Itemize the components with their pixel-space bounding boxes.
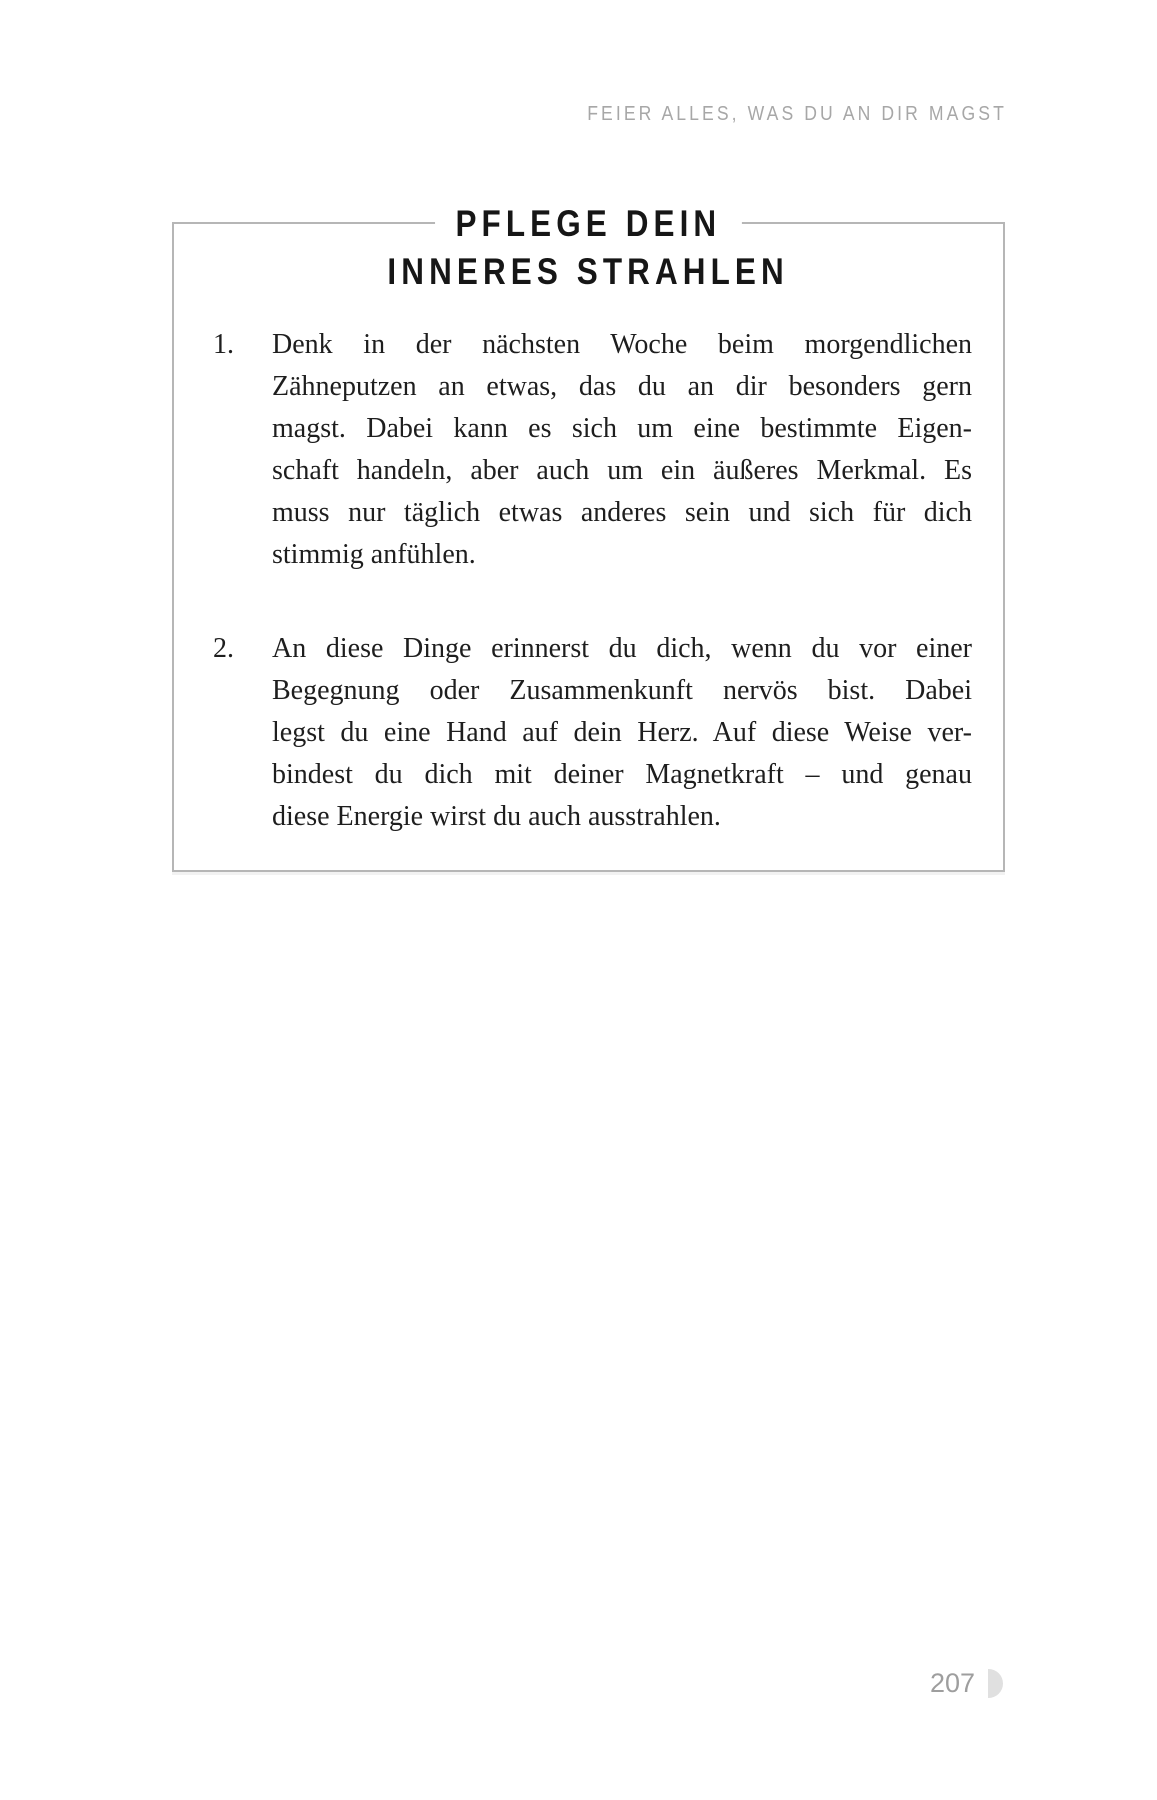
exercise-box [172, 203, 1005, 872]
list-item-number: 1. [213, 329, 234, 360]
box-title-line2: INNERES STRAHLEN [387, 251, 790, 292]
text-line: magst. Dabei kann es sich um eine bestimmte Eigen- [272, 413, 972, 444]
list-item [213, 324, 972, 576]
box-title-line2-wrap [174, 250, 1003, 294]
instruction-list [213, 324, 972, 838]
text-line: Denk in der nächsten Woche beim morgendlichen [272, 329, 972, 360]
text-line: Zähneputzen an etwas, das du an dir besonders gern [272, 371, 972, 402]
page-number: 207 [929, 1668, 975, 1698]
text-line: An diese Dinge erinnerst du dich, wenn du vor einer [272, 633, 972, 664]
list-item-text [272, 324, 972, 576]
list-item-text [272, 628, 972, 838]
list-item-number: 2. [213, 633, 234, 664]
page-footer [930, 1668, 1003, 1698]
box-title-line1-wrap [174, 202, 1003, 246]
running-header: FEIER ALLES, WAS DU AN DIR MAGST [587, 103, 1007, 125]
list-item [213, 628, 972, 838]
text-line: Begegnung oder Zusammenkunft nervös bist. Dabei [272, 675, 972, 706]
half-circle-icon [988, 1669, 1003, 1698]
text-line: stimmig anfühlen. [272, 539, 476, 570]
text-line: schaft handeln, aber auch um ein äußeres Merkmal. Es [272, 455, 972, 486]
text-line: bindest du dich mit deiner Magnetkraft – und genau [272, 759, 972, 790]
text-line: muss nur täglich etwas anderes sein und sich für dich [272, 497, 972, 528]
text-line: diese Energie wirst du auch ausstrahlen. [272, 801, 721, 832]
box-title-line1: PFLEGE DEIN [435, 202, 742, 246]
text-line: legst du eine Hand auf dein Herz. Auf diese Weise ver- [272, 717, 972, 748]
